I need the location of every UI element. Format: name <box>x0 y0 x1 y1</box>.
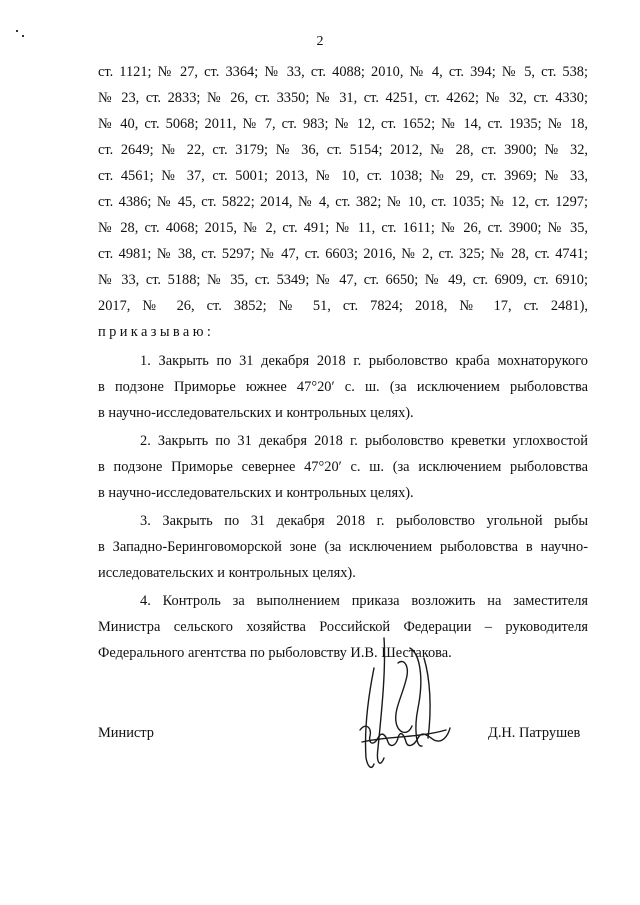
order-item-2-line: в научно-исследовательских и контрольных целях). <box>98 485 414 501</box>
scan-mark <box>16 30 18 32</box>
order-item-2-line: в подзоне Приморье севернее 47°20′ с. ш. (за исключением рыболовства <box>98 459 588 475</box>
order-item-4-line: 4. Контроль за выполнением приказа возложить на заместителя <box>140 593 588 609</box>
order-item-2-line: 2. Закрыть по 31 декабря 2018 г. рыболовство креветки углохвостой <box>140 433 588 449</box>
order-item-1-line: в научно-исследовательских и контрольных целях). <box>98 405 414 421</box>
minister-name: Д.Н. Патрушев <box>488 725 581 741</box>
handwritten-signature <box>338 618 468 778</box>
reference-line: № 40, ст. 5068; 2011, № 7, ст. 983; № 12, ст. 1652; № 14, ст. 1935; № 18, <box>98 116 588 132</box>
reference-line: ст. 1121; № 27, ст. 3364; № 33, ст. 4088; 2010, № 4, ст. 394; № 5, ст. 538; <box>98 64 588 80</box>
order-item-3-line: в Западно-Беринговоморской зоне (за исключением рыболовства в научно- <box>98 539 588 555</box>
order-item-4-line: Федерального агентства по рыболовству И.В. Шестакова. <box>98 645 452 661</box>
reference-line: ст. 4386; № 45, ст. 5822; 2014, № 4, ст. 382; № 10, ст. 1035; № 12, ст. 1297; <box>98 194 588 210</box>
reference-line: № 23, ст. 2833; № 26, ст. 3350; № 31, ст. 4251, ст. 4262; № 32, ст. 4330; <box>98 90 588 106</box>
reference-line: ст. 2649; № 22, ст. 3179; № 36, ст. 5154; 2012, № 28, ст. 3900; № 32, <box>98 142 588 158</box>
order-item-4-line: Министра сельского хозяйства Российской Федерации – руководителя <box>98 619 588 635</box>
order-item-1-line: в подзоне Приморье южнее 47°20′ с. ш. (за исключением рыболовства <box>98 379 588 395</box>
reference-line: № 33, ст. 5188; № 35, ст. 5349; № 47, ст. 6650; № 49, ст. 6909, ст. 6910; <box>98 272 588 288</box>
reference-line: 2017, № 26, ст. 3852; № 51, ст. 7824; 2018, № 17, ст. 2481), <box>98 298 588 314</box>
page-number: 2 <box>316 34 324 49</box>
reference-line: ст. 4981; № 38, ст. 5297; № 47, ст. 6603; 2016, № 2, ст. 325; № 28, ст. 4741; <box>98 246 588 262</box>
order-item-3-line: 3. Закрыть по 31 декабря 2018 г. рыболовство угольной рыбы <box>140 513 588 529</box>
order-word: приказываю: <box>98 324 215 340</box>
order-item-1-line: 1. Закрыть по 31 декабря 2018 г. рыболовство краба мохнаторукого <box>140 353 588 369</box>
minister-title: Министр <box>98 725 154 741</box>
order-item-3-line: исследовательских и контрольных целях). <box>98 565 356 581</box>
reference-line: № 28, ст. 4068; 2015, № 2, ст. 491; № 11, ст. 1611; № 26, ст. 3900; № 35, <box>98 220 588 236</box>
reference-line: ст. 4561; № 37, ст. 5001; 2013, № 10, ст. 1038; № 29, ст. 3969; № 33, <box>98 168 588 184</box>
